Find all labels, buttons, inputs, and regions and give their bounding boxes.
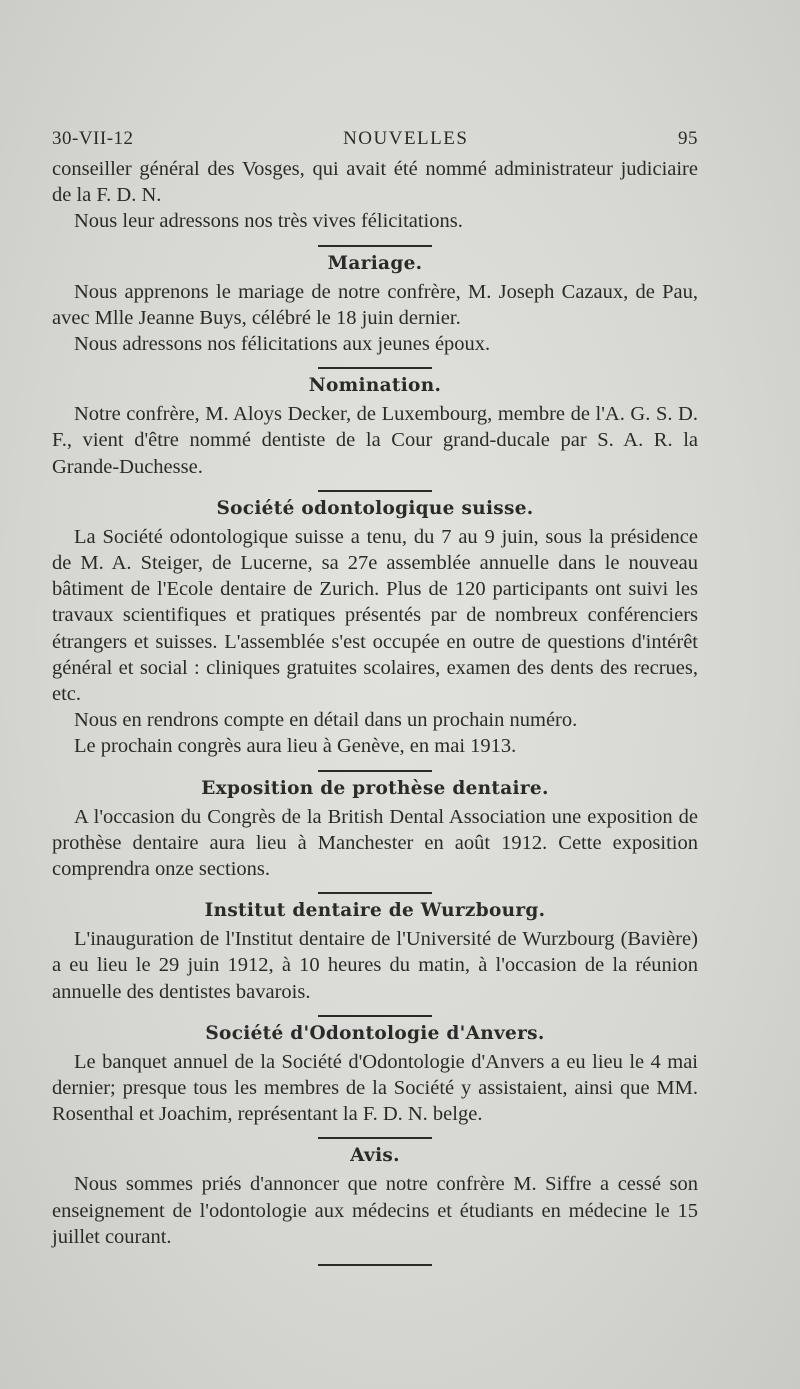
page-number: 95 <box>677 128 698 149</box>
section-paragraph: La Société odontologique suisse a tenu, du 7 au 9 juin, sous la présidence de M. A. Steiger, de Lucerne, sa 27e assemblée annuelle dans le nouveau bâtiment de l'Ecole dentaire de Zurich. Plus de 120 participants ont suivi les travaux scientifiques et pratiques présentés par de nombreux conférenciers étrangers et suisses. L'assemblée s'est occupée en outre de questions d'intérêt général et social : cliniques gratuites scolaires, examen des dents des recrues, etc. <box>52 525 698 706</box>
section-heading: Avis. <box>350 1145 400 1167</box>
section-paragraph: L'inauguration de l'Institut dentaire de l'Université de Wurzbourg (Bavière) a eu lieu le 29 juin 1912, à 10 heures du matin, à l'occasion de la réunion annuelle des dentistes bavarois. <box>52 928 698 1003</box>
section-paragraph: Notre confrère, M. Aloys Decker, de Luxembourg, membre de l'A. G. S. D. F., vient d'être nommé dentiste de la Cour grand-ducale par S. A. R. la Grande-Duchesse. <box>52 403 698 478</box>
running-head-title: NOUVELLES <box>343 128 469 149</box>
page-content <box>52 128 698 1270</box>
section-heading: Institut dentaire de Wurzbourg. <box>204 900 546 922</box>
section-heading: Exposition de prothèse dentaire. <box>201 777 549 799</box>
section-paragraph: Le banquet annuel de la Société d'Odontologie d'Anvers a eu lieu le 4 mai dernier; presque tous les membres de la Société y assistaient, ainsi que MM. Rosenthal et Joachim, représentant la F. D. N. belge. <box>52 1050 698 1126</box>
section-paragraph: A l'occasion du Congrès de la British Dental Association une exposition de prothèse dentaire aura lieu à Manchester en août 1912. Cette exposition comprendra onze sections. <box>52 805 698 881</box>
section-divider <box>318 1137 432 1139</box>
intro-paragraph: Nous leur adressons nos très vives félicitations. <box>74 210 463 233</box>
section-paragraph: Nous sommes priés d'annoncer que notre confrère M. Siffre a cessé son enseignement de l'odontologie aux médecins et étudiants en médecine le 15 juillet courant. <box>52 1173 698 1248</box>
section-divider <box>318 892 432 894</box>
section-paragraph: Nous apprenons le mariage de notre confrère, M. Joseph Cazaux, de Pau, avec Mlle Jeanne Buys, célébré le 18 juin dernier. <box>52 280 698 329</box>
section-divider <box>318 770 432 772</box>
running-head <box>52 128 698 150</box>
section-paragraph: Nous en rendrons compte en détail dans un prochain numéro. <box>74 709 578 732</box>
running-head-date: 30-VII-12 <box>52 128 134 149</box>
section-paragraph: Nous adressons nos félicitations aux jeunes époux. <box>74 333 491 356</box>
section-divider <box>318 245 432 247</box>
section-divider <box>318 367 432 369</box>
closing-divider <box>318 1264 432 1266</box>
intro-paragraph: conseiller général des Vosges, qui avait été nommé administrateur judiciaire de la F. D. N. <box>52 158 698 207</box>
section-paragraph: Le prochain congrès aura lieu à Genève, en mai 1913. <box>74 735 517 758</box>
section-divider <box>318 1015 432 1017</box>
section-divider <box>318 490 432 492</box>
section-heading: Société d'Odontologie d'Anvers. <box>205 1022 545 1044</box>
section-heading: Société odontologique suisse. <box>216 497 534 519</box>
section-heading: Nomination. <box>308 375 442 397</box>
section-heading: Mariage. <box>327 252 423 274</box>
